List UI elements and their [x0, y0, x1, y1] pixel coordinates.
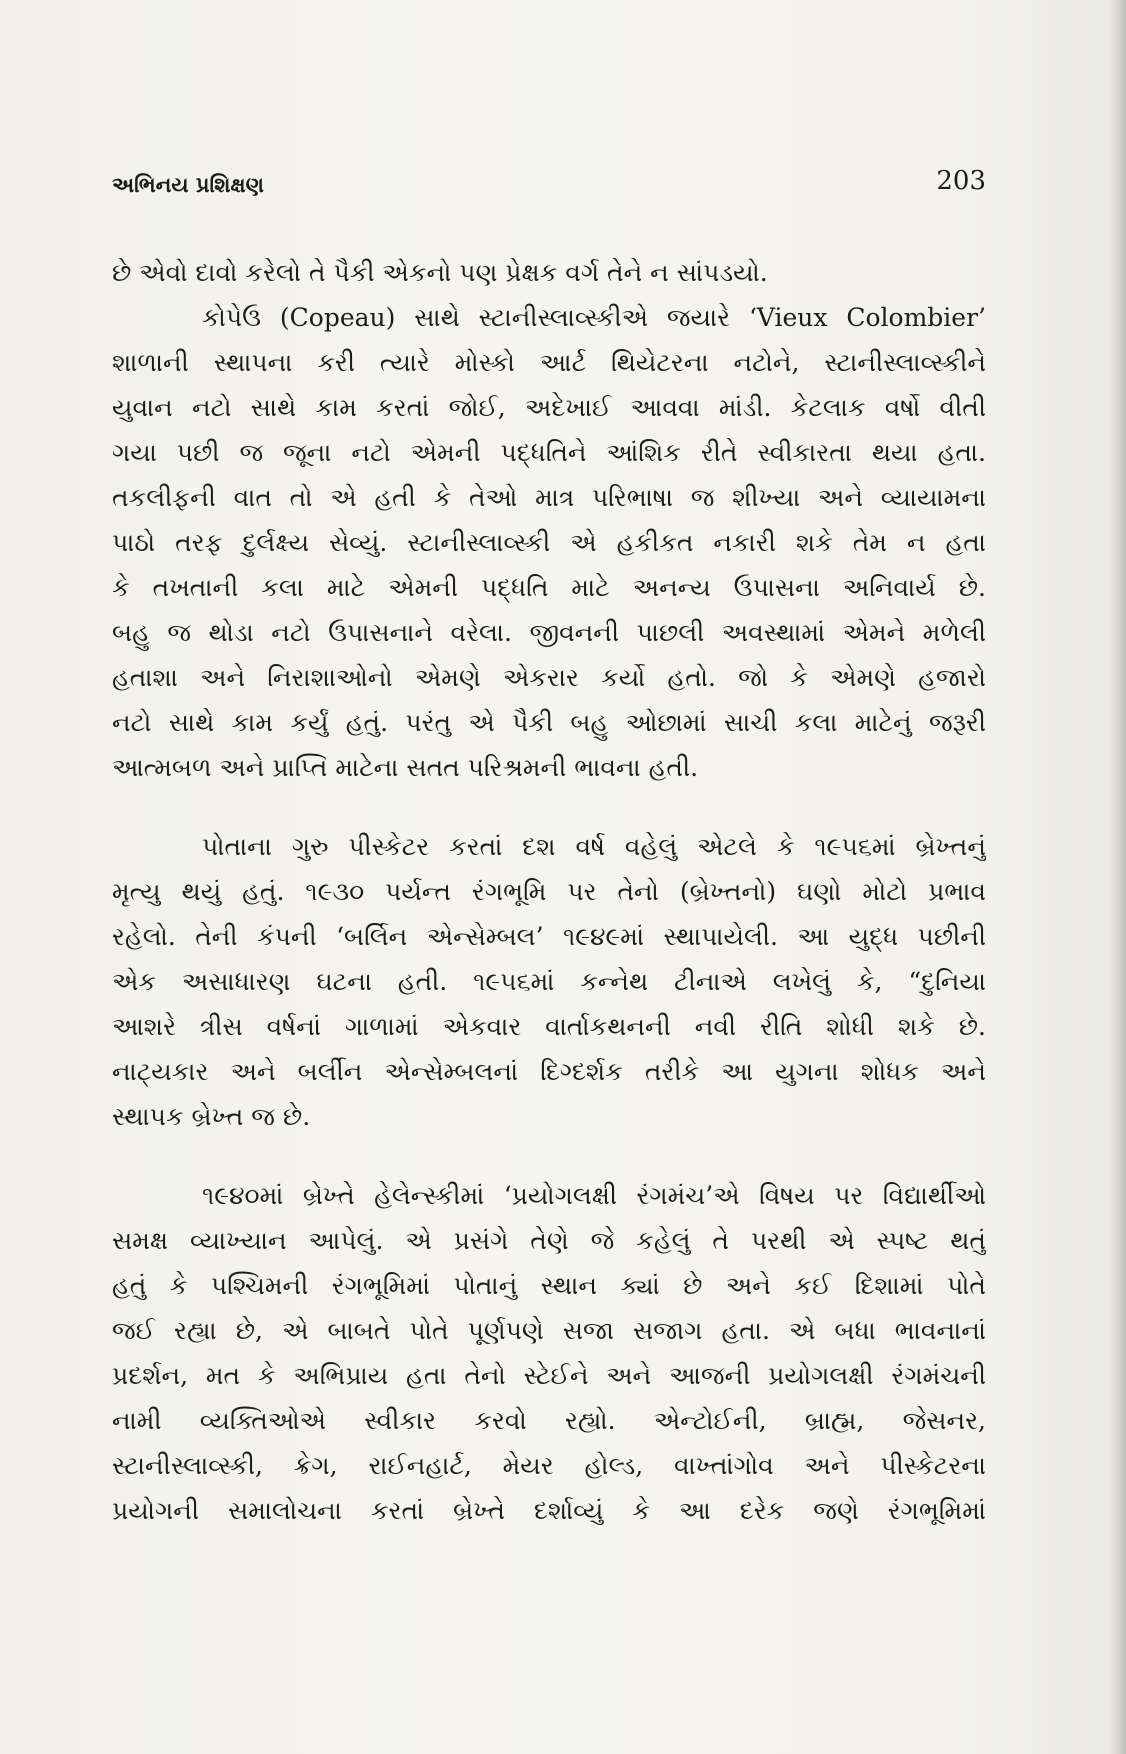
running-title: અભિનય પ્રશિક્ષણ [112, 172, 264, 197]
paragraph [112, 250, 986, 295]
text-line: આશરે ત્રીસ વર્ષનાં ગાળામાં એકવાર વાર્તાકથનની નવી રીતિ શોધી શકે છે. [112, 1012, 986, 1041]
text-line: મૃત્યુ થયું હતું. ૧૯૩૦ પર્યન્ત રંગભૂમિ પર તેનો (બ્રેખ્તનો) ઘણો મોટો પ્રભાવ [112, 877, 986, 906]
text-line: સ્ટાનીસ્લાવ્સ્કી, ક્રેગ, રાઈનહાર્ટ, મેયર હોલ્ડ, વાખ્તાંગોવ અને પીસ્કેટરના [112, 1451, 986, 1480]
text-line: નાટ્યકાર અને બર્લીન એન્સેમ્બલનાં દિગ્દર્શક તરીકે આ યુગના શોધક અને [112, 1057, 986, 1086]
text-line: એક અસાધારણ ઘટના હતી. ૧૯૫૬માં કન્નેથ ટીનાએ લખેલું કે, “દુનિયા [112, 967, 986, 996]
text-line: છે એવો દાવો કરેલો તે પૈકી એકનો પણ પ્રેક્ષક વર્ગ તેને ન સાંપડયો. [112, 258, 768, 287]
text-line: સમક્ષ વ્યાખ્યાન આપેલું. એ પ્રસંગે તેણે જે કહેલું તે પરથી એ સ્પષ્ટ થતું [112, 1226, 986, 1255]
page-number: 203 [936, 166, 986, 196]
page-edge-shadow [1110, 0, 1126, 1754]
text-line: ૧૯૪૦માં બ્રેખ્તે હેલેન્સ્કીમાં ‘પ્રયોગલક્ષી રંગમંચ’એ વિષય પર વિદ્યાર્થીઓ [202, 1181, 986, 1210]
text-line: હતું કે પશ્ચિમની રંગભૂમિમાં પોતાનું સ્થાન ક્યાં છે અને કઈ દિશામાં પોતે [112, 1271, 986, 1300]
text-line: પ્રદર્શન, મત કે અભિપ્રાય હતા તેનો સ્ટેઈને અને આજની પ્રયોગલક્ષી રંગમંચની [112, 1361, 986, 1390]
text-line: હતાશા અને નિરાશાઓનો એમણે એકરાર કર્યો હતો. જો કે એમણે હજારો [112, 663, 986, 692]
paragraph-gap [112, 1139, 986, 1173]
text-line: કોપેઉ (Copeau) સાથે સ્ટાનીસ્લાવ્સ્કીએ જયારે ‘Vieux Colombier’ [202, 303, 986, 332]
body-text [112, 250, 986, 1533]
text-line: નામી વ્યક્તિઓએ સ્વીકાર કરવો રહ્યો. એન્ટોઈની, બ્રાહ્મ, જેસનર, [112, 1406, 986, 1435]
text-line: રહેલો. તેની કંપની ‘બર્લિન એન્સેમ્બલ’ ૧૯૪૯માં સ્થાપાયેલી. આ યુદ્ધ પછીની [112, 922, 986, 951]
paragraph [112, 824, 986, 1139]
running-head [112, 166, 986, 206]
text-line: પ્રયોગની સમાલોચના કરતાં બ્રેખ્તે દર્શાવ્યું કે આ દરેક જણે રંગભૂમિમાં [112, 1496, 986, 1525]
text-line: નટો સાથે કામ કર્યું હતું. પરંતુ એ પૈકી બહુ ઓછામાં સાચી કલા માટેનું જરૂરી [112, 708, 986, 737]
text-line: બહુ જ થોડા નટો ઉપાસનાને વરેલા. જીવનની પાછલી અવસ્થામાં એમને મળેલી [112, 618, 986, 647]
paragraph-gap [112, 790, 986, 824]
text-line: આત્મબળ અને પ્રાપ્તિ માટેના સતત પરિશ્રમની ભાવના હતી. [112, 753, 699, 782]
text-line: કે તખતાની કલા માટે એમની પદ્ધતિ માટે અનન્ય ઉપાસના અનિવાર્ય છે. [112, 573, 986, 602]
text-line: પાઠો તરફ દુર્લક્ષ્ય સેવ્યું. સ્ટાનીસ્લાવ્સ્કી એ હકીકત નકારી શકે તેમ ન હતા [112, 528, 986, 557]
text-line: તકલીફની વાત તો એ હતી કે તેઓ માત્ર પરિભાષા જ શીખ્યા અને વ્યાયામના [112, 483, 986, 512]
text-line: જઈ રહ્યા છે, એ બાબતે પોતે પૂર્ણપણે સજા સજાગ હતા. એ બધા ભાવનાનાં [112, 1316, 986, 1345]
text-line: ગયા પછી જ જૂના નટો એમની પદ્ધતિને આંશિક રીતે સ્વીકારતા થયા હતા. [112, 438, 986, 467]
text-line: શાળાની સ્થાપના કરી ત્યારે મોસ્કો આર્ટ થિયેટરના નટોને, સ્ટાનીસ્લાવ્સ્કીને [112, 348, 986, 377]
paragraph [112, 1173, 986, 1533]
paragraph [112, 295, 986, 790]
text-line: પોતાના ગુરુ પીસ્કેટર કરતાં દશ વર્ષ વહેલું એટલે કે ૧૯૫૬માં બ્રેખ્તનું [202, 832, 986, 861]
text-line: યુવાન નટો સાથે કામ કરતાં જોઈ, અદેખાઈ આવવા માંડી. કેટલાક વર્ષો વીતી [112, 393, 986, 422]
text-line: સ્થાપક બ્રેખ્ત જ છે. [112, 1102, 311, 1131]
